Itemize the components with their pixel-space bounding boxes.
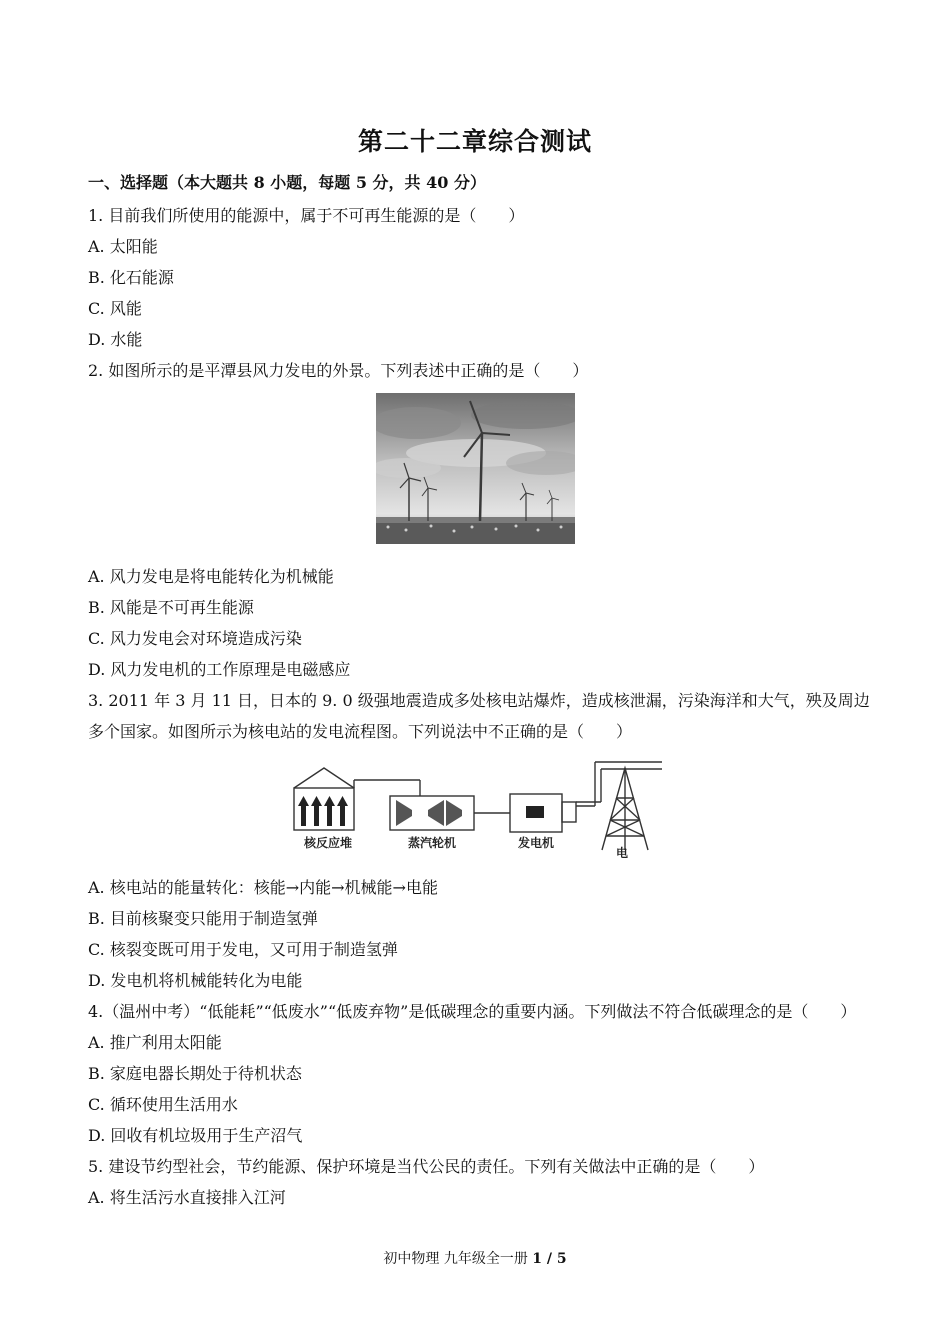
label-generator: 发电机	[518, 836, 555, 850]
question-1-stem: 1. 目前我们所使用的能源中，属于不可再生能源的是（ ）	[88, 206, 525, 225]
question-2-option-b: B. 风能是不可再生能源	[88, 598, 254, 617]
section-heading: 一、选择题（本大题共 8 小题，每题 5 分，共 40 分）	[88, 173, 486, 192]
footer-text: 初中物理 九年级全一册	[383, 1251, 533, 1267]
question-3-option-d: D. 发电机将机械能转化为电能	[88, 971, 303, 990]
question-4-option-b: B. 家庭电器长期处于待机状态	[88, 1064, 302, 1083]
question-1-option-a: A. 太阳能	[88, 237, 158, 256]
page-number: 1 / 5	[532, 1251, 567, 1267]
question-3-stem-line2: 多个国家。如图所示为核电站的发电流程图。下列说法中不正确的是（ ）	[88, 722, 633, 741]
question-5-option-a: A. 将生活污水直接排入江河	[88, 1188, 286, 1207]
wind-farm-photo	[376, 393, 575, 544]
page-footer	[0, 1248, 950, 1268]
question-3-option-b: B. 目前核聚变只能用于制造氢弹	[88, 909, 318, 928]
question-3-option-a: A. 核电站的能量转化：核能→内能→机械能→电能	[88, 878, 438, 897]
label-electricity: 电	[616, 846, 629, 860]
question-1-option-c: C. 风能	[88, 299, 142, 318]
question-5-stem: 5. 建设节约型社会，节约能源、保护环境是当代公民的责任。下列有关做法中正确的是（ ）	[88, 1157, 765, 1176]
label-turbine: 蒸汽轮机	[408, 836, 457, 850]
nuclear-plant-flow-diagram	[290, 758, 662, 860]
question-2-option-c: C. 风力发电会对环境造成污染	[88, 629, 302, 648]
question-4-option-c: C. 循环使用生活用水	[88, 1095, 238, 1114]
question-2-stem: 2. 如图所示的是平潭县风力发电的外景。下列表述中正确的是（ ）	[88, 361, 589, 380]
question-4-option-d: D. 回收有机垃圾用于生产沼气	[88, 1126, 303, 1145]
question-1-option-b: B. 化石能源	[88, 268, 174, 287]
question-2-option-a: A. 风力发电是将电能转化为机械能	[88, 567, 334, 586]
question-3-option-c: C. 核裂变既可用于发电，又可用于制造氢弹	[88, 940, 398, 959]
question-1-option-d: D. 水能	[88, 330, 143, 349]
page-title: 第二十二章综合测试	[357, 127, 592, 156]
question-4-stem: 4.（温州中考）“低能耗”“低废水”“低废弃物”是低碳理念的重要内涵。下列做法不符合低碳理念的是（ ）	[88, 1002, 857, 1021]
question-4-option-a: A. 推广利用太阳能	[88, 1033, 222, 1052]
question-3-stem-line1: 3. 2011 年 3 月 11 日，日本的 9. 0 级强地震造成多处核电站爆炸，造成核泄漏，污染海洋和大气，殃及周边	[88, 691, 870, 710]
question-2-option-d: D. 风力发电机的工作原理是电磁感应	[88, 660, 351, 679]
label-reactor: 核反应堆	[304, 836, 353, 850]
